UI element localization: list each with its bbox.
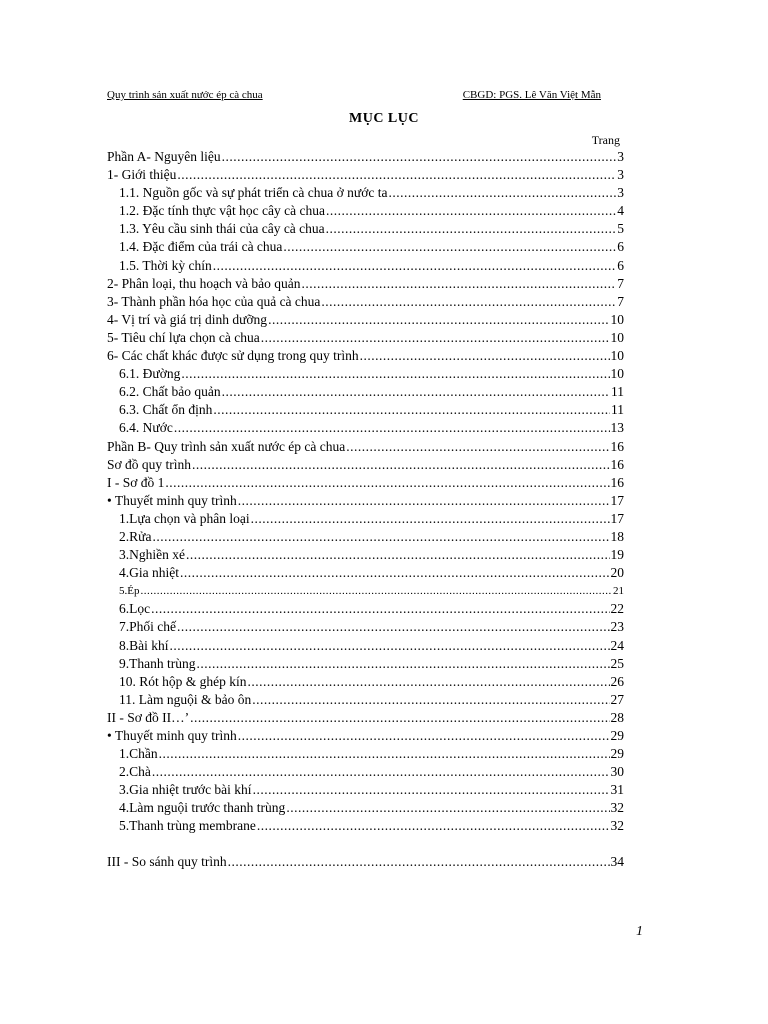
toc-entry-label: • Thuyết minh quy trình bbox=[107, 728, 237, 743]
toc-entry-page: 7 bbox=[617, 275, 624, 291]
toc-leader-dots bbox=[388, 184, 616, 202]
toc-leader-dots bbox=[228, 853, 610, 871]
toc-entry bbox=[107, 148, 624, 166]
toc-entry bbox=[107, 220, 624, 238]
toc-entry bbox=[107, 853, 624, 871]
toc-entry bbox=[107, 709, 624, 727]
toc-entry-page: 16 bbox=[610, 474, 624, 490]
toc-entry-page: 3 bbox=[617, 185, 624, 201]
toc-leader-dots bbox=[213, 401, 610, 419]
toc-leader-dots bbox=[159, 745, 610, 763]
toc-leader-dots bbox=[248, 673, 610, 691]
toc-leader-dots bbox=[301, 275, 616, 293]
toc-entry bbox=[107, 311, 624, 329]
toc-entry bbox=[107, 166, 624, 184]
toc-leader-dots bbox=[197, 655, 610, 673]
toc-leader-dots bbox=[360, 347, 610, 365]
toc-entry-label: I - Sơ đồ 1 bbox=[107, 474, 165, 490]
toc-entry-page: 13 bbox=[610, 420, 624, 436]
toc-entry-page: 29 bbox=[610, 728, 624, 743]
toc-leader-dots bbox=[152, 528, 609, 546]
toc-entry bbox=[107, 293, 624, 311]
toc-entry-page: 20 bbox=[610, 565, 624, 581]
toc-entry-label: 4.Gia nhiệt bbox=[119, 565, 179, 581]
toc-leader-dots bbox=[192, 456, 609, 474]
toc-entry bbox=[107, 817, 624, 835]
toc-entry-page: 18 bbox=[610, 528, 624, 544]
toc-entry-label: 10. Rót hộp & ghép kín bbox=[119, 673, 247, 689]
toc-entry bbox=[107, 510, 624, 528]
toc-entry-page: 6 bbox=[617, 239, 624, 255]
toc-entry bbox=[107, 763, 624, 781]
toc-entry-label: 7.Phối chế bbox=[119, 619, 176, 635]
toc-entry-page: 32 bbox=[610, 818, 624, 834]
toc-entry-label: 9.Thanh trùng bbox=[119, 655, 196, 671]
toc-entry-label: 6.Lọc bbox=[119, 601, 151, 617]
toc-entry bbox=[107, 691, 624, 709]
toc-entry-label: Phần A- Nguyên liệu bbox=[107, 149, 221, 164]
toc-entry bbox=[107, 238, 624, 256]
toc-entry-label: 1- Giới thiệu bbox=[107, 167, 177, 183]
toc-entry-page: 26 bbox=[610, 673, 624, 689]
toc-entry-page: 34 bbox=[610, 853, 624, 869]
toc-entry-page: 16 bbox=[610, 438, 624, 454]
toc-entry bbox=[107, 202, 624, 220]
toc-leader-dots bbox=[174, 419, 610, 437]
toc-entry bbox=[107, 257, 624, 275]
toc-entry-label: 1.Chần bbox=[119, 746, 158, 762]
toc-entry-label: 6.1. Đường bbox=[119, 366, 181, 382]
toc-leader-dots bbox=[152, 763, 610, 781]
toc-leader-dots bbox=[177, 166, 616, 184]
toc-entry-page: 10 bbox=[610, 348, 624, 364]
toc-entry-page: 3 bbox=[617, 167, 624, 183]
toc-leader-dots bbox=[238, 492, 610, 510]
toc-entry-label: 1.4. Đặc điểm của trái cà chua bbox=[119, 239, 283, 255]
toc-leader-dots bbox=[190, 709, 609, 727]
toc-entry bbox=[107, 275, 624, 293]
toc-entry-page: 32 bbox=[610, 800, 624, 816]
toc-entry-label: 6- Các chất khác được sử dụng trong quy trình bbox=[107, 348, 359, 364]
toc-leader-dots bbox=[257, 817, 610, 835]
toc-entry-page: 7 bbox=[617, 293, 624, 309]
toc-entry-page: 29 bbox=[610, 746, 624, 762]
toc-leader-dots bbox=[186, 546, 610, 564]
toc-entry-page: 19 bbox=[610, 547, 624, 563]
toc-entry bbox=[107, 329, 624, 347]
toc-entry-page: 27 bbox=[610, 691, 624, 707]
toc-entry-page: 4 bbox=[617, 203, 624, 219]
toc-entry-label: Phần B- Quy trình sản xuất nước ép cà chua bbox=[107, 438, 346, 454]
toc-entry-page: 21 bbox=[613, 585, 624, 598]
toc-entry bbox=[107, 745, 624, 763]
toc-entry-label: 6.3. Chất ổn định bbox=[119, 402, 213, 418]
toc-entry-label: 3.Nghiền xé bbox=[119, 547, 185, 563]
toc-entry bbox=[107, 618, 624, 636]
toc-leader-dots bbox=[181, 365, 609, 383]
toc-entry-page: 22 bbox=[610, 601, 624, 617]
toc-entry bbox=[107, 727, 624, 745]
toc-entry-page: 24 bbox=[610, 637, 624, 653]
toc-entry-label: 11. Làm nguội & bảo ôn bbox=[119, 691, 252, 707]
toc-entry bbox=[107, 673, 624, 691]
toc-entry-page: 6 bbox=[617, 257, 624, 273]
toc-entry-label: 6.4. Nước bbox=[119, 420, 173, 436]
toc-entry-label: 4- Vị trí và giá trị dinh dưỡng bbox=[107, 311, 268, 327]
toc-leader-dots bbox=[261, 329, 610, 347]
toc-leader-dots bbox=[326, 220, 617, 238]
toc-entry bbox=[107, 419, 624, 437]
toc-entry-label: 5.Thanh trùng membrane bbox=[119, 818, 256, 834]
toc-entry bbox=[107, 184, 624, 202]
toc-leader-dots bbox=[165, 474, 609, 492]
toc-entry-page: 5 bbox=[617, 221, 624, 237]
toc-leader-dots bbox=[321, 293, 616, 311]
toc-entry bbox=[107, 546, 624, 564]
page-header bbox=[107, 89, 601, 105]
toc-entry-label: 2- Phân loại, thu hoạch và bảo quản bbox=[107, 275, 301, 291]
toc-entry-label: 1.1. Nguồn gốc và sự phát triển cà chua ở nước ta bbox=[119, 185, 388, 201]
toc-leader-dots bbox=[213, 257, 616, 275]
toc-entry-label: 1.2. Đặc tính thực vật học cây cà chua bbox=[119, 203, 325, 219]
toc-entry-page: 16 bbox=[610, 456, 624, 472]
toc-entry-label: 8.Bài khí bbox=[119, 637, 169, 653]
toc-entry-page: 10 bbox=[610, 329, 624, 345]
toc-entry-page: 11 bbox=[611, 384, 624, 400]
toc-entry-label: 2.Chà bbox=[119, 764, 151, 780]
toc-entry bbox=[107, 528, 624, 546]
toc-leader-dots bbox=[326, 202, 616, 220]
toc-entry bbox=[107, 438, 624, 456]
toc-entry bbox=[107, 365, 624, 383]
toc-entry-label: 1.5. Thời kỳ chín bbox=[119, 257, 212, 273]
toc-entry-label: 4.Làm nguội trước thanh trùng bbox=[119, 800, 286, 816]
toc-entry bbox=[107, 456, 624, 474]
header-document-title: Quy trình sản xuất nước ép cà chua bbox=[107, 89, 263, 101]
page-column-label: Trang bbox=[591, 133, 620, 147]
toc-entry bbox=[107, 655, 624, 673]
toc-leader-dots bbox=[253, 781, 610, 799]
toc-entry bbox=[107, 347, 624, 365]
toc-entry-label: 2.Rửa bbox=[119, 528, 152, 544]
toc-entry-page: 31 bbox=[610, 782, 624, 798]
toc-entry-page: 25 bbox=[610, 655, 624, 671]
table-of-contents bbox=[107, 148, 624, 871]
toc-entry-label: • Thuyết minh quy trình bbox=[107, 492, 237, 508]
toc-entry bbox=[107, 799, 624, 817]
toc-entry-label: 1.Lựa chọn và phân loại bbox=[119, 510, 250, 526]
toc-entry-page: 3 bbox=[617, 149, 624, 164]
toc-leader-dots bbox=[170, 637, 610, 655]
toc-leader-dots bbox=[177, 618, 610, 636]
toc-entry bbox=[107, 474, 624, 492]
toc-entry-page: 11 bbox=[611, 402, 624, 418]
toc-entry bbox=[107, 564, 624, 582]
toc-leader-dots bbox=[252, 691, 609, 709]
toc-entry bbox=[107, 600, 624, 618]
header-instructor: CBGD: PGS. Lê Văn Việt Mẫn bbox=[462, 89, 601, 101]
toc-leader-dots bbox=[346, 438, 609, 456]
toc-entry bbox=[107, 383, 624, 401]
toc-leader-dots bbox=[222, 148, 617, 166]
toc-entry-label: 1.3. Yêu cầu sinh thái của cây cà chua bbox=[119, 221, 325, 237]
toc-entry-label: 3- Thành phần hóa học của quả cà chua bbox=[107, 293, 321, 309]
toc-leader-dots bbox=[222, 383, 610, 401]
toc-entry bbox=[107, 492, 624, 510]
toc-leader-dots bbox=[140, 582, 612, 600]
toc-leader-dots bbox=[268, 311, 609, 329]
toc-leader-dots bbox=[286, 799, 609, 817]
toc-entry-label: 5- Tiêu chí lựa chọn cà chua bbox=[107, 329, 260, 345]
toc-entry-label: II - Sơ đồ II…’ bbox=[107, 709, 190, 725]
toc-leader-dots bbox=[180, 564, 610, 582]
toc-entry-page: 23 bbox=[610, 619, 624, 635]
toc-leader-dots bbox=[283, 238, 616, 256]
toc-entry-label: Sơ đồ quy trình bbox=[107, 456, 192, 472]
page-title: MỤC LỤC bbox=[349, 111, 419, 126]
toc-entry-page: 10 bbox=[610, 311, 624, 327]
toc-leader-dots bbox=[151, 600, 609, 618]
toc-entry-page: 28 bbox=[610, 709, 624, 725]
toc-entry-page: 30 bbox=[610, 764, 624, 780]
toc-entry bbox=[107, 781, 624, 799]
toc-entry-page: 10 bbox=[610, 366, 624, 382]
toc-leader-dots bbox=[238, 727, 610, 745]
page-number: 1 bbox=[636, 924, 643, 939]
toc-entry-label: III - So sánh quy trình bbox=[107, 853, 227, 869]
toc-entry-label: 6.2. Chất bảo quản bbox=[119, 384, 221, 400]
toc-entry-label: 3.Gia nhiệt trước bài khí bbox=[119, 782, 252, 798]
toc-leader-dots bbox=[251, 510, 610, 528]
toc-entry-page: 17 bbox=[610, 510, 624, 526]
toc-entry bbox=[107, 637, 624, 655]
toc-entry bbox=[107, 582, 624, 600]
toc-entry bbox=[107, 401, 624, 419]
toc-entry-label: 5.Ép bbox=[119, 585, 140, 598]
toc-entry-page: 17 bbox=[610, 492, 624, 508]
